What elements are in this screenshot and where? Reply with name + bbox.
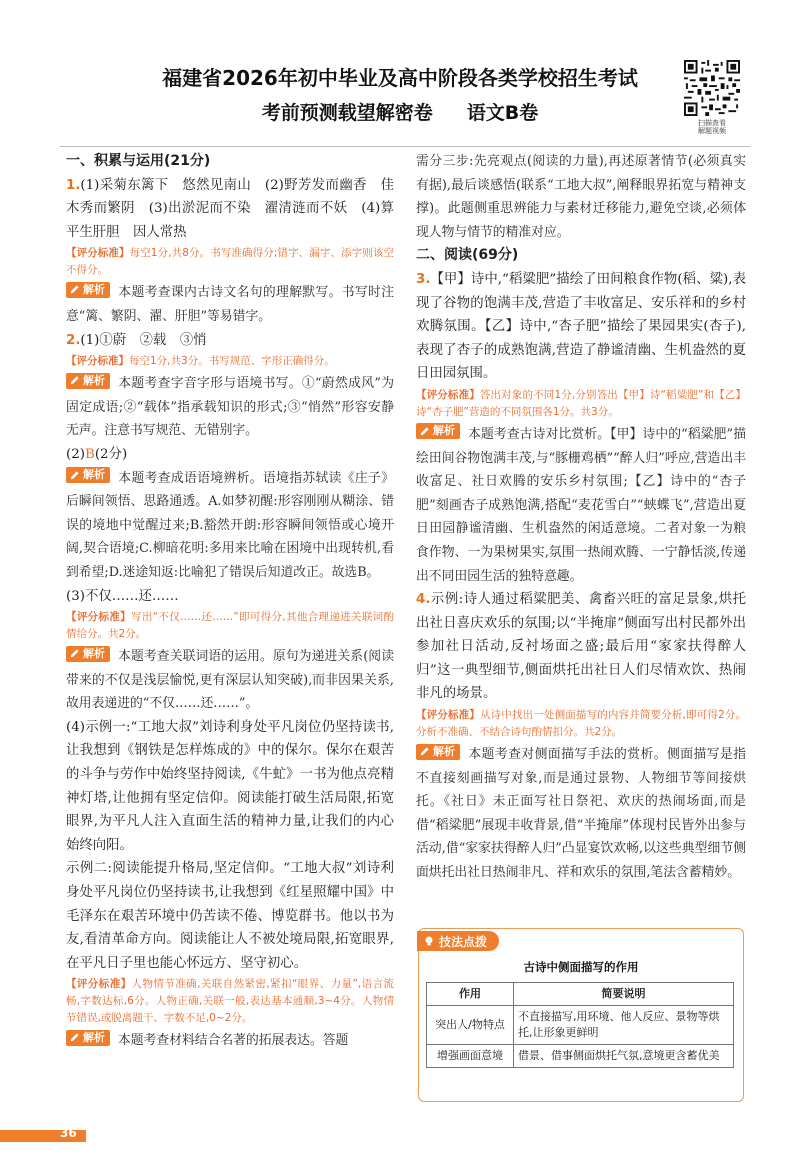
analysis-q4	[416, 743, 746, 885]
analysis-badge	[66, 467, 110, 483]
answer-text: 示例:诗人通过稻粱肥美、禽畜兴旺的富足景象,烘托出社日喜庆欢乐的氛围;以“半掩扉”侧面写出村民都外出参加社日活动,反衬场面之盛;最后用“家家扶得醉人归”这一典型细节,侧面烘托出社日人们尽情欢饮、热闹非凡的场景。	[416, 592, 746, 702]
analysis-text: 本题考查课内古诗文名句的理解默写。书写时注意“篱、繁阴、濯、肝胆”等易错字。	[66, 285, 394, 324]
criteria-label: 【评分标准】	[66, 978, 132, 991]
answer-text: (1)采菊东篱下 悠然见南山 (2)野芳发而幽香 佳木秀而繁阴 (3)出淤泥而不染 濯清涟而不妖 (4)算平生肝胆 因人常热	[66, 177, 394, 240]
answer-q3	[416, 268, 746, 386]
badge-label: 解析	[83, 282, 105, 296]
right-column	[416, 150, 746, 885]
qr-code-icon[interactable]	[684, 60, 740, 116]
paper-subtitle	[130, 98, 670, 125]
criteria-text: 从诗中找出一处侧面描写的内容并简要分析,即可得2分。分析不准确、不结合诗句酌情扣分。共2分。	[416, 709, 746, 739]
criteria-label: 【评分标准】	[416, 709, 480, 722]
qr-caption-char: 看	[719, 119, 726, 127]
qr-caption	[681, 119, 743, 135]
section-heading: 一、积累与运用(21分)	[66, 153, 211, 169]
scoring-criteria	[66, 976, 394, 1027]
left-column	[66, 150, 394, 1053]
answer-q2-3: (3)不仅……还……	[66, 588, 179, 604]
badge-label: 解析	[433, 744, 455, 758]
table-cell: 增强画面意境	[427, 1045, 514, 1068]
analysis-continued: 需分三步:先亮观点(阅读的力量),再述原著情节(必须真实有据),最后谈感悟(联系“工地大叔”,阐释眼界拓宽与精神支撑)。此题侧重思辨能力与素材迁移能力,避免空谈,必须体现人物与情节的精准对应。	[416, 154, 746, 240]
badge-label: 解析	[83, 468, 105, 482]
criteria-label: 【评分标准】	[66, 355, 129, 368]
table-header-row	[427, 983, 734, 1006]
badge-label: 解析	[83, 646, 105, 660]
table-cell: 不直接描写,用环境、他人反应、景物等烘托,让形象更鲜明	[514, 1006, 734, 1045]
scoring-criteria	[416, 387, 746, 421]
pencil-icon	[69, 470, 80, 481]
analysis-badge	[416, 744, 460, 760]
answer-text: (1)①蔚 ②载 ③悄	[80, 332, 207, 348]
analysis-q2-4	[66, 1029, 394, 1053]
lightbulb-icon	[423, 935, 435, 947]
criteria-text: 答出对象的不同1分,分别答出【甲】诗“稻粱肥”和【乙】诗“杏子肥”营造的不同氛围各1分。共3分。	[416, 388, 747, 418]
analysis-text: 本题考查关联词语的运用。原句为递进关系(阅读带来的不仅是浅层愉悦,更有深层认知突破),而非因果关系,故用表递进的“不仅……还……”。	[66, 649, 394, 712]
analysis-q1	[66, 281, 394, 328]
qr-caption-char: 描	[705, 119, 712, 127]
answer-q1	[66, 174, 394, 245]
qr-caption-char: 题	[705, 127, 712, 135]
sub-number: (2)	[66, 446, 85, 462]
tip-header-label: 技法点拨	[439, 934, 488, 949]
score-note: (2分)	[94, 446, 128, 462]
analysis-text: 本题考查成语语境辨析。语境指苏轼读《庄子》后瞬间领悟、思路通透。A.如梦初醒:形容刚刚从糊涂、错误的境地中觉醒过来;B.豁然开朗:形容瞬间领悟或心境开阔,契合语境;C.柳暗花明:多用来比喻在困境中出现转机,看到希望;D.迷途知返:比喻犯了错误后知道改正。故选B。	[66, 470, 394, 580]
scoring-criteria	[66, 609, 394, 643]
analysis-q2-2	[66, 467, 394, 585]
analysis-q2-3	[66, 645, 394, 716]
analysis-q3	[416, 423, 746, 588]
analysis-badge	[416, 423, 460, 439]
criteria-text: 人物情节准确,关联自然紧密,紧扣“眼界、力量”,语言流畅,字数达标,6分。人物正确,关联一般,表达基本通顺,3~4分。人物情节错误,或脱离题干、字数不足,0~2分。	[66, 978, 394, 1025]
table-row	[427, 1045, 734, 1068]
criteria-label: 【评分标准】	[66, 611, 131, 624]
answer-q4	[416, 588, 746, 706]
answer-q2-4-example1: (4)示例一:“工地大叔”刘诗利身处平凡岗位仍坚持读书,让我想到《钢铁是怎样炼成的》中的保尔。保尔在艰苦的斗争与劳作中始终坚持阅读,《牛虻》一书为他点亮精神灯塔,让他拥有坚定信仰。阅读能打破生活局限,拓宽眼界,为平凡人注入直面生活的精神力量,让我们的内心始终向阳。	[66, 719, 394, 853]
pencil-icon	[69, 1032, 80, 1043]
analysis-q2	[66, 372, 394, 443]
analysis-text: 本题考查古诗对比赏析。【甲】诗中的“稻粱肥”描绘田间谷物饱满丰茂,与“豚栅鸡栖”“醉人归”呼应,营造出丰收富足、社日欢腾的安乐乡村氛围;【乙】诗中的“杏子肥”刻画杏子成熟饱满,搭配“麦花雪白”“蛱蝶飞”,营造出夏日田园静谧清幽、生机盎然的闲适意境。二者对象一为粮食作物、一为果树果实,氛围一热闹欢腾、一宁静恬淡,传递出不同田园生活的独特意趣。	[416, 426, 746, 584]
qr-caption-char: 解	[698, 127, 705, 135]
table-cell: 突出人/物特点	[427, 1006, 514, 1045]
table-header-cell: 简要说明	[514, 983, 734, 1006]
answer-text: 【甲】诗中,“稻粱肥”描绘了田间粮食作物(稻、粱),表现了谷物的饱满丰茂,营造了丰收富足、安乐祥和的乡村欢腾氛围。【乙】诗中,“杏子肥”描绘了果园果实(杏子),表现了杏子的成熟饱满,营造了静谧清幽、生机盎然的夏日田园氛围。	[416, 271, 746, 382]
table-header-cell: 作用	[427, 983, 514, 1006]
criteria-text: 写出“不仅……还……”即可得分,其他合理递进关联词酌情给分。共2分。	[66, 611, 395, 641]
criteria-label: 【评分标准】	[66, 247, 130, 260]
pencil-icon	[419, 426, 430, 437]
answer-choice: B	[84, 446, 95, 462]
analysis-badge	[66, 282, 110, 298]
scoring-criteria	[66, 245, 394, 279]
question-number: 3.	[416, 271, 431, 287]
pencil-icon	[69, 375, 80, 386]
scoring-criteria	[66, 353, 394, 370]
analysis-text: 本题考查材料结合名著的拓展表达。答题	[118, 1033, 349, 1049]
analysis-badge	[66, 1030, 110, 1046]
analysis-text: 本题考查对侧面描写手法的赏析。侧面描写是指不直接刻画描写对象,而是通过景物、人物细节等间接烘托。《社日》未正面写社日祭祀、欢庆的热闹场面,而是借“稻粱肥”展现丰收背景,借“半掩扉”体现村民皆外出参与活动,借“家家扶得醉人归”凸显宴饮欢畅,以这些典型细节侧面烘托出社日热闹非凡、祥和欢乐的氛围,笔法含蓄精妙。	[416, 747, 746, 881]
page-number: 36	[60, 1126, 77, 1140]
subtitle-right: 语文B卷	[466, 102, 539, 124]
badge-label: 解析	[433, 424, 455, 438]
pencil-icon	[419, 746, 430, 757]
badge-label: 解析	[83, 373, 105, 387]
qr-caption-char: 视	[712, 127, 719, 135]
table-row	[427, 1006, 734, 1045]
question-number: 4.	[416, 592, 431, 608]
paper-title: 福建省2026年初中毕业及高中阶段各类学校招生考试	[162, 66, 638, 90]
technique-tip-box	[418, 928, 744, 1102]
answer-q2-2	[66, 443, 394, 467]
tip-table-title: 古诗中侧面描写的作用	[523, 960, 639, 974]
question-number: 1.	[66, 177, 81, 193]
criteria-label: 【评分标准】	[416, 388, 480, 401]
criteria-text: 每空1分,共3分。书写规范、字形正确得分。	[129, 355, 335, 368]
subtitle-left: 考前预测载望解密卷	[261, 102, 433, 124]
tip-table	[426, 982, 734, 1068]
analysis-badge	[66, 646, 110, 662]
qr-caption-char: 扫	[698, 119, 705, 127]
table-cell: 借景、借事侧面烘托气氛,意境更含蓄优美	[514, 1045, 734, 1068]
qr-caption-char: 查	[712, 119, 719, 127]
header-divider	[60, 146, 750, 147]
scoring-criteria	[416, 707, 746, 741]
section-heading: 二、阅读(69分)	[416, 247, 519, 264]
analysis-text: 本题考查字音字形与语境书写。①“蔚然成风”为固定成语;②“载体”指承载知识的形式;③“悄然”形容安静无声。注意书写规范、无错别字。	[66, 376, 394, 439]
answer-q2-4-example2: 示例二:阅读能提升格局,坚定信仰。“工地大叔”刘诗利身处平凡岗位仍坚持读书,让我想到《红星照耀中国》中毛泽东在艰苦环境中仍苦读不倦、博览群书。他以书为友,看清革命方向。阅读能让人不被处境局限,拓宽眼界,在平凡日子里也能心怀远方、坚守初心。	[66, 861, 394, 971]
pencil-icon	[69, 648, 80, 659]
criteria-text: 每空1分,共8分。书写准确得分;错字、漏字、添字则该空不得分。	[66, 247, 394, 277]
pencil-icon	[69, 284, 80, 295]
analysis-badge	[66, 373, 110, 389]
question-number: 2.	[66, 332, 81, 348]
answer-q2	[66, 329, 394, 353]
badge-label: 解析	[83, 1030, 105, 1044]
qr-caption-char: 频	[719, 127, 726, 135]
tip-header	[417, 931, 499, 951]
